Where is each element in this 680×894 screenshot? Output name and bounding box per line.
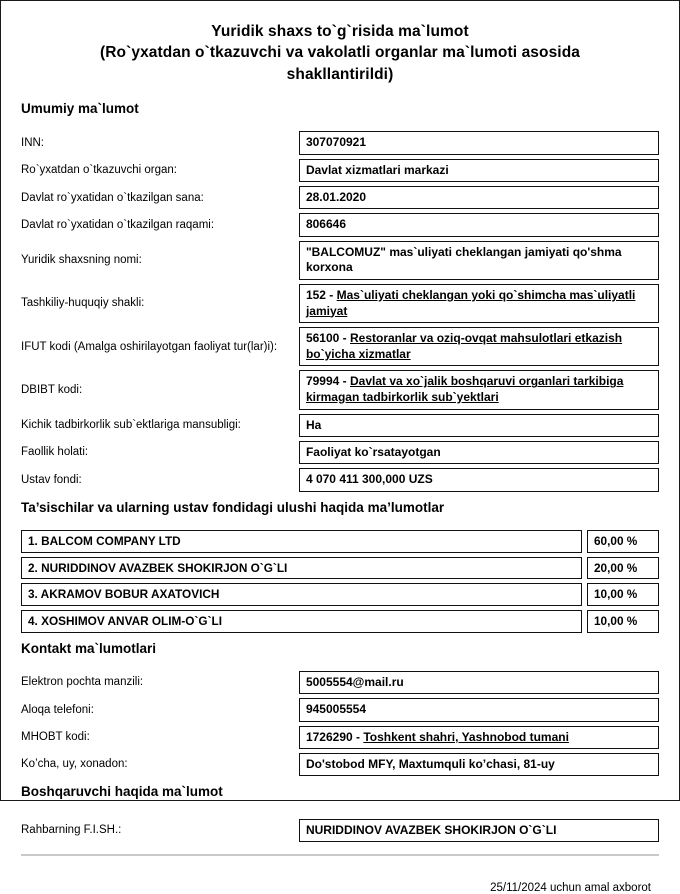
contact-info-fields [21,669,659,778]
field-label-dbibt-code: DBIBT kodi: [21,383,83,396]
section-heading-contacts: Kontakt ma`lumotlari [21,640,157,656]
field-row-email [21,669,659,696]
field-row-street-address [21,751,659,778]
field-value-registration-date: 28.01.2020 [299,186,659,209]
general-info-fields [21,129,659,493]
field-value-small-business: Ha [299,414,659,437]
founder-name: 2. NURIDDINOV AVAZBEK SHOKIRJON O`G`LI [21,557,582,580]
mhobt-description: Toshkent shahri, Yashnobod tumani [363,729,569,744]
field-row-inn [21,129,659,156]
legal-form-code: 152 - [305,287,337,302]
founders-table [21,528,659,635]
section-heading-manager: Boshqaruvchi haqida ma`lumot [21,784,223,800]
field-value-registration-number: 806646 [299,213,659,236]
field-label-ifut-code: IFUT kodi (Amalga oshirilayotgan faoliyat tur(lar)i): [21,340,278,353]
field-value-legal-form [299,284,659,323]
field-label-activity-status: Faollik holati: [21,446,89,459]
field-value-street-address: Do'stobod MFY, Maxtumquli ko’chasi, 81-uy [299,753,659,776]
ifut-code: 56100 - [305,331,350,346]
field-row-phone [21,696,659,723]
field-row-registration-date [21,184,659,211]
page-title-line-2: (Ro`yxatdan o`tkazuvchi va vakolatli organlar ma`lumoti asosida [99,44,581,62]
field-value-dbibt-code [299,370,659,409]
field-value-entity-name: "BALCOMUZ" mas`uliyati cheklangan jamiyati qo'shma korxona [299,241,659,280]
field-row-dbibt-code [21,368,659,411]
field-row-legal-form [21,282,659,325]
field-label-inn: INN: [21,136,44,149]
field-value-manager-name: NURIDDINOV AVAZBEK SHOKIRJON O`G`LI [299,819,659,842]
field-label-phone: Aloqa telefoni: [21,703,94,716]
field-value-phone: 945005554 [299,698,659,721]
field-label-legal-form: Tashkiliy-huquqiy shakli: [21,297,145,310]
founder-share: 20,00 % [587,557,659,580]
field-row-manager-name [21,817,659,844]
founder-name: 3. AKRAMOV BOBUR AXATOVICH [21,583,582,606]
founder-share: 10,00 % [587,583,659,606]
ifut-description: Restoranlar va oziq-ovqat mahsulotlari etkazish bo`yicha xizmatlar [305,331,623,361]
field-label-manager-name: Rahbarning F.I.SH.: [21,824,122,836]
founder-name: 4. XOSHIMOV ANVAR OLIM-O`G`LI [21,610,582,633]
legal-form-description: Mas`uliyati cheklangan yoki qo`shimcha mas`uliyatli jamiyat [305,287,636,318]
table-row [21,581,659,608]
field-label-small-business: Kichik tadbirkorlik sub`ektlariga mansubligi: [21,418,241,431]
section-heading-founders: Ta’sischilar va ularning ustav fondidagi ulushi haqida ma’lumotlar [21,499,445,515]
table-row [21,608,659,635]
field-row-registration-number [21,211,659,238]
mhobt-code: 1726290 - [305,729,364,744]
field-value-inn: 307070921 [299,131,659,154]
section-heading-general: Umumiy ma`lumot [21,101,139,117]
field-row-registering-body [21,157,659,184]
field-value-mhobt-code [299,726,659,749]
field-label-mhobt-code: MHOBT kodi: [21,731,90,744]
field-label-email: Elektron pochta manzili: [21,676,144,689]
field-row-charter-fund [21,466,659,493]
field-row-activity-status [21,439,659,466]
founder-share: 10,00 % [587,610,659,633]
field-label-street-address: Ko’cha, uy, xonadon: [21,758,128,771]
field-row-entity-name [21,239,659,282]
field-label-entity-name: Yuridik shaxsning nomi: [21,254,142,267]
manager-info-fields [21,817,659,844]
founder-share: 60,00 % [587,530,659,553]
field-row-mhobt-code [21,724,659,751]
field-label-charter-fund: Ustav fondi: [21,473,82,486]
page-title [55,21,625,85]
field-label-registration-date: Davlat ro`yxatidan o`tkazilgan sana: [21,191,204,204]
field-value-registering-body: Davlat xizmatlari markazi [299,159,659,182]
page-title-line-1: Yuridik shaxs to`g`risida ma`lumot [211,23,469,40]
table-row [21,555,659,582]
field-label-registering-body: Ro`yxatdan o`tkazuvchi organ: [21,164,177,177]
dbibt-code: 79994 - [305,374,350,389]
page-title-line-3: shakllantirildi) [286,65,394,83]
field-value-charter-fund: 4 070 411 300,000 UZS [299,468,659,491]
field-row-small-business [21,412,659,439]
field-row-ifut-code [21,325,659,368]
field-value-activity-status: Faoliyat ko`rsatayotgan [299,441,659,464]
field-label-registration-number: Davlat ro`yxatidan o`tkazilgan raqami: [21,218,215,231]
footer-note: 25/11/2024 uchun amal axborot [490,881,651,894]
founder-name: 1. BALCOM COMPANY LTD [21,530,582,553]
field-value-ifut-code [299,327,659,366]
field-value-email: 5005554@mail.ru [299,671,659,694]
table-row [21,528,659,555]
dbibt-description: Davlat va xo`jalik boshqaruvi organlari tarkibiga kirmagan tadbirkorlik sub`yektlari [305,374,624,404]
